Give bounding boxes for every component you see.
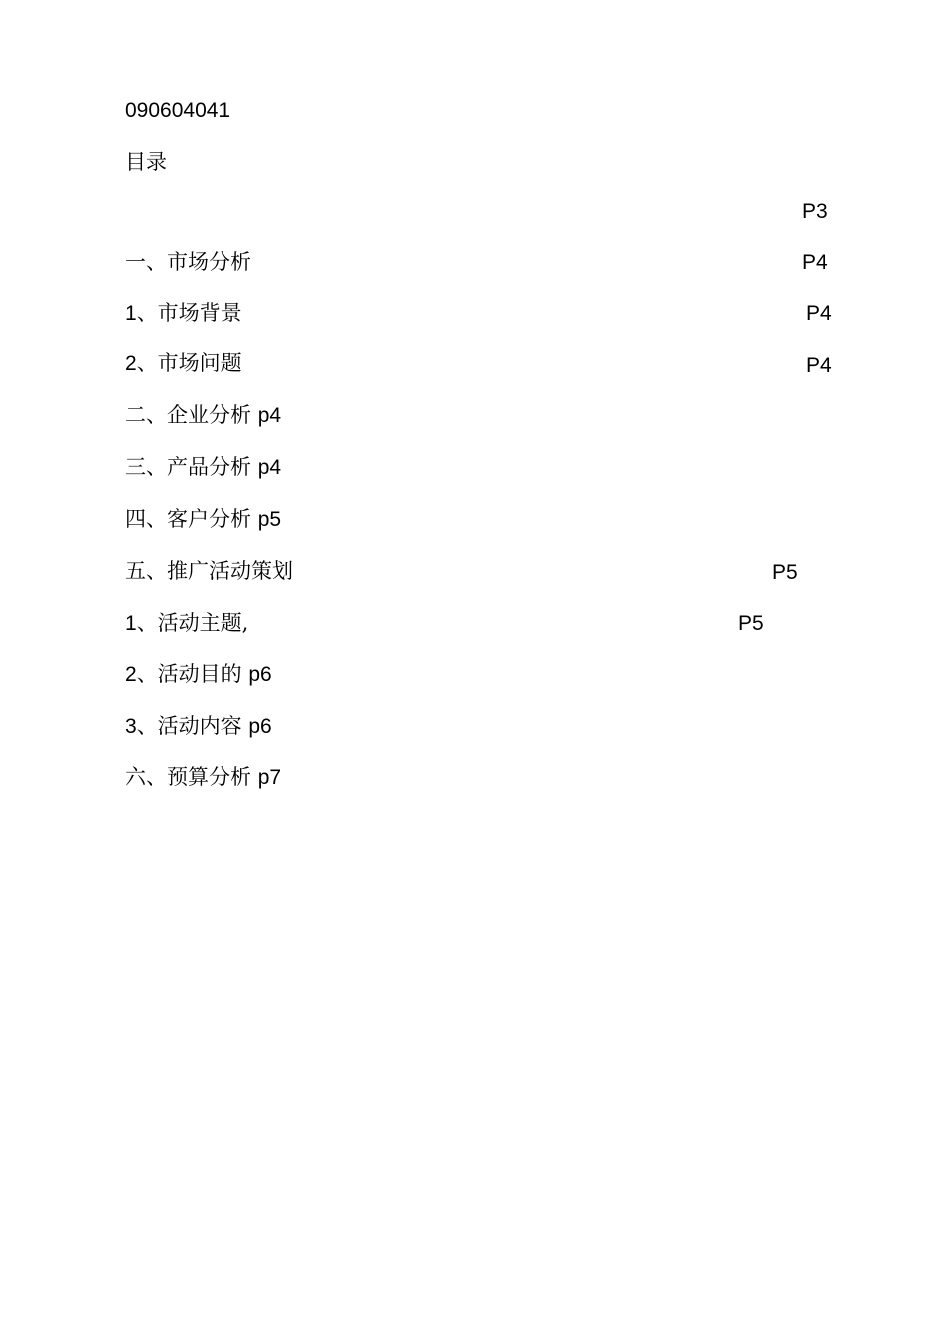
toc-page-ref: P4 (806, 302, 832, 325)
toc-page-ref: P4 (806, 354, 832, 377)
toc-entry-label: 三、产品分析 (125, 455, 251, 479)
toc-entry-label: 、市场问题 (136, 351, 242, 375)
toc-entry-label: 五、推广活动策划 (125, 559, 293, 583)
toc-page-ref: P5 (738, 612, 764, 635)
toc-entry-label: 、活动主题, (136, 611, 249, 635)
toc-entry-number: 1 (125, 302, 137, 325)
toc-entry (125, 348, 242, 379)
toc-entry (125, 556, 293, 586)
toc-entry-label: 、市场背景 (136, 301, 242, 325)
toc-entry (125, 298, 242, 329)
toc-page-ref: P4 (802, 251, 828, 274)
toc-title: 目录 (125, 150, 167, 174)
toc-entry-number: 1 (125, 612, 137, 635)
toc-page-ref: P5 (772, 561, 798, 584)
toc-entry-number: 3 (125, 715, 137, 738)
toc-entry-label: 一、市场分析 (125, 250, 251, 274)
toc-entry (125, 608, 248, 639)
toc-entry (125, 504, 281, 535)
toc-entry-label: 二、企业分析 (125, 403, 251, 427)
document-id: 090604041 (125, 99, 231, 122)
toc-entry (125, 659, 272, 690)
toc-entry-page: p7 (257, 766, 282, 789)
toc-entry-label: 、活动内容 (136, 714, 242, 738)
toc-entry-number: 2 (125, 352, 137, 375)
toc-page-ref: P3 (802, 200, 828, 223)
toc-entry (125, 452, 281, 483)
toc-entry-page: p4 (257, 456, 282, 479)
toc-entry (125, 762, 281, 793)
toc-entry-number: 2 (125, 663, 137, 686)
toc-entry-label: 六、预算分析 (125, 765, 251, 789)
toc-entry-label: 四、客户分析 (125, 507, 251, 531)
toc-entry-page: p5 (257, 508, 282, 531)
toc-entry-label: 、活动目的 (136, 662, 242, 686)
toc-entry-page: p6 (248, 663, 272, 686)
toc-entry-page: p4 (257, 404, 282, 427)
toc-entry (125, 400, 281, 431)
toc-entry (125, 247, 251, 277)
toc-entry (125, 711, 272, 742)
toc-entry-page: p6 (248, 715, 272, 738)
